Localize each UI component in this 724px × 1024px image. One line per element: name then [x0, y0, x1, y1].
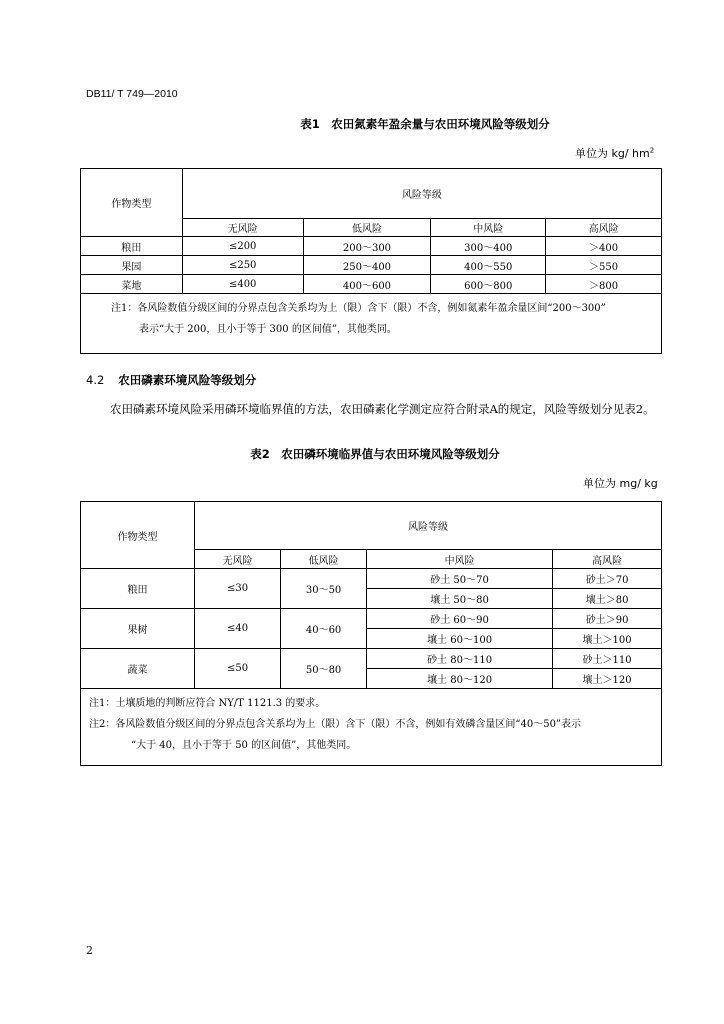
table1-cell: 400～600: [303, 275, 431, 294]
document-id: DB11/ T 749—2010: [86, 88, 178, 100]
table-row: [81, 569, 662, 589]
table1-level-low: 低风险: [303, 219, 431, 237]
table2-caption: 表2 农田磷环境临界值与农田环境风险等级划分: [250, 447, 500, 461]
table1-crop: 粮田: [81, 237, 183, 256]
table1-cell: ≤400: [182, 275, 303, 294]
table1-note: [81, 294, 662, 354]
table2-note2-label: 注2：: [89, 719, 116, 730]
table1-cell: ＞800: [546, 275, 662, 294]
table1-cell: ＞550: [546, 256, 662, 275]
table2-header-risk: 风险等级: [194, 502, 661, 550]
table2-level-mid: 中风险: [366, 550, 552, 569]
table-row: [81, 256, 662, 275]
table2-cell: 壤土＞120: [553, 669, 662, 689]
table2-level-none: 无风险: [194, 550, 280, 569]
table2-cell: ≤30: [194, 569, 280, 609]
table-row: [81, 275, 662, 294]
table2-notes: [81, 689, 662, 766]
table1-cell: 600～800: [431, 275, 546, 294]
table1-note-text1: 各风险数值分级区间的分界点包含关系均为上（限）含下（限）不含，例如氮素年盈余量区间“200～300”: [137, 303, 606, 314]
table2-unit: 单位为 mg/ kg: [583, 477, 658, 490]
table1-note-line1: [111, 298, 653, 319]
table2-note2-line1: [89, 714, 653, 735]
table1-unit: [575, 145, 654, 161]
table2-crop: 粮田: [81, 569, 195, 609]
table1-note-line2: 表示“大于 200，且小于等于 300 的区间值”，其他类同。: [139, 324, 397, 335]
body-paragraph: 农田磷素环境风险采用磷环境临界值的方法，农田磷素化学测定应符合附录A的规定，风险等级划分见表2。: [110, 402, 655, 416]
table2-cell: 30～50: [281, 569, 367, 609]
table1-cell: ＞400: [546, 237, 662, 256]
table1-caption: 表1 农田氮素年盈余量与农田环境风险等级划分: [300, 117, 550, 131]
section-title: 农田磷素环境风险等级划分: [118, 373, 257, 387]
table2-cell: ≤50: [194, 649, 280, 689]
table2-crop: 果树: [81, 609, 195, 649]
table1-cell: 200～300: [303, 237, 431, 256]
table1-crop: 果园: [81, 256, 183, 275]
table1-level-mid: 中风险: [431, 219, 546, 237]
table1-unit-sup: 2: [649, 146, 655, 155]
table1-header-risk: 风险等级: [182, 169, 661, 219]
table2-note2-text1: 各风险数值分级区间的分界点包含关系均为上（限）含下（限）不含，例如有效磷含量区间“40～50”表示: [115, 719, 582, 730]
table1-cell: ≤250: [182, 256, 303, 275]
table2-cell: 壤土＞80: [553, 589, 662, 609]
table1-unit-text: 单位为 kg/ hm: [575, 147, 650, 160]
table2-cell: 壤土 60～100: [366, 629, 552, 649]
table2-cell: 砂土＞70: [553, 569, 662, 589]
table-row: [81, 649, 662, 669]
table2-cell: 砂土＞110: [553, 649, 662, 669]
table2-header-crop: 作物类型: [81, 502, 195, 569]
table1-crop: 菜地: [81, 275, 183, 294]
table2-cell: 砂土 60～90: [366, 609, 552, 629]
table2-cell: 砂土 80～110: [366, 649, 552, 669]
table2-cell: 砂土＞90: [553, 609, 662, 629]
table2: [80, 501, 662, 766]
table2-cell: ≤40: [194, 609, 280, 649]
table2-cell: 壤土＞100: [553, 629, 662, 649]
section-number: 4.2: [86, 373, 105, 387]
table2-crop: 蔬菜: [81, 649, 195, 689]
table2-cell: 50～80: [281, 649, 367, 689]
table2-cell: 40～60: [281, 609, 367, 649]
page-number: 2: [86, 944, 93, 957]
table2-cell: 砂土 50～70: [366, 569, 552, 589]
section-heading: [86, 372, 256, 388]
table1-header-crop: 作物类型: [81, 169, 183, 237]
table2-note1: 注1：土壤质地的判断应符合 NY/T 1121.3 的要求。: [89, 698, 326, 709]
table2-level-high: 高风险: [553, 550, 662, 569]
table2-cell: 壤土 80～120: [366, 669, 552, 689]
table1-level-high: 高风险: [546, 219, 662, 237]
table2-level-low: 低风险: [281, 550, 367, 569]
table1-cell: ≤200: [182, 237, 303, 256]
table1-cell: 300～400: [431, 237, 546, 256]
table1-level-none: 无风险: [182, 219, 303, 237]
table2-note2-line2: “大于 40，且小于等于 50 的区间值”，其他类同。: [131, 740, 357, 751]
table1: [80, 168, 662, 354]
table1-note-label: 注1：: [111, 303, 138, 314]
table-row: [81, 609, 662, 629]
table1-cell: 400～550: [431, 256, 546, 275]
table-row: [81, 237, 662, 256]
table2-cell: 壤土 50～80: [366, 589, 552, 609]
table1-cell: 250～400: [303, 256, 431, 275]
